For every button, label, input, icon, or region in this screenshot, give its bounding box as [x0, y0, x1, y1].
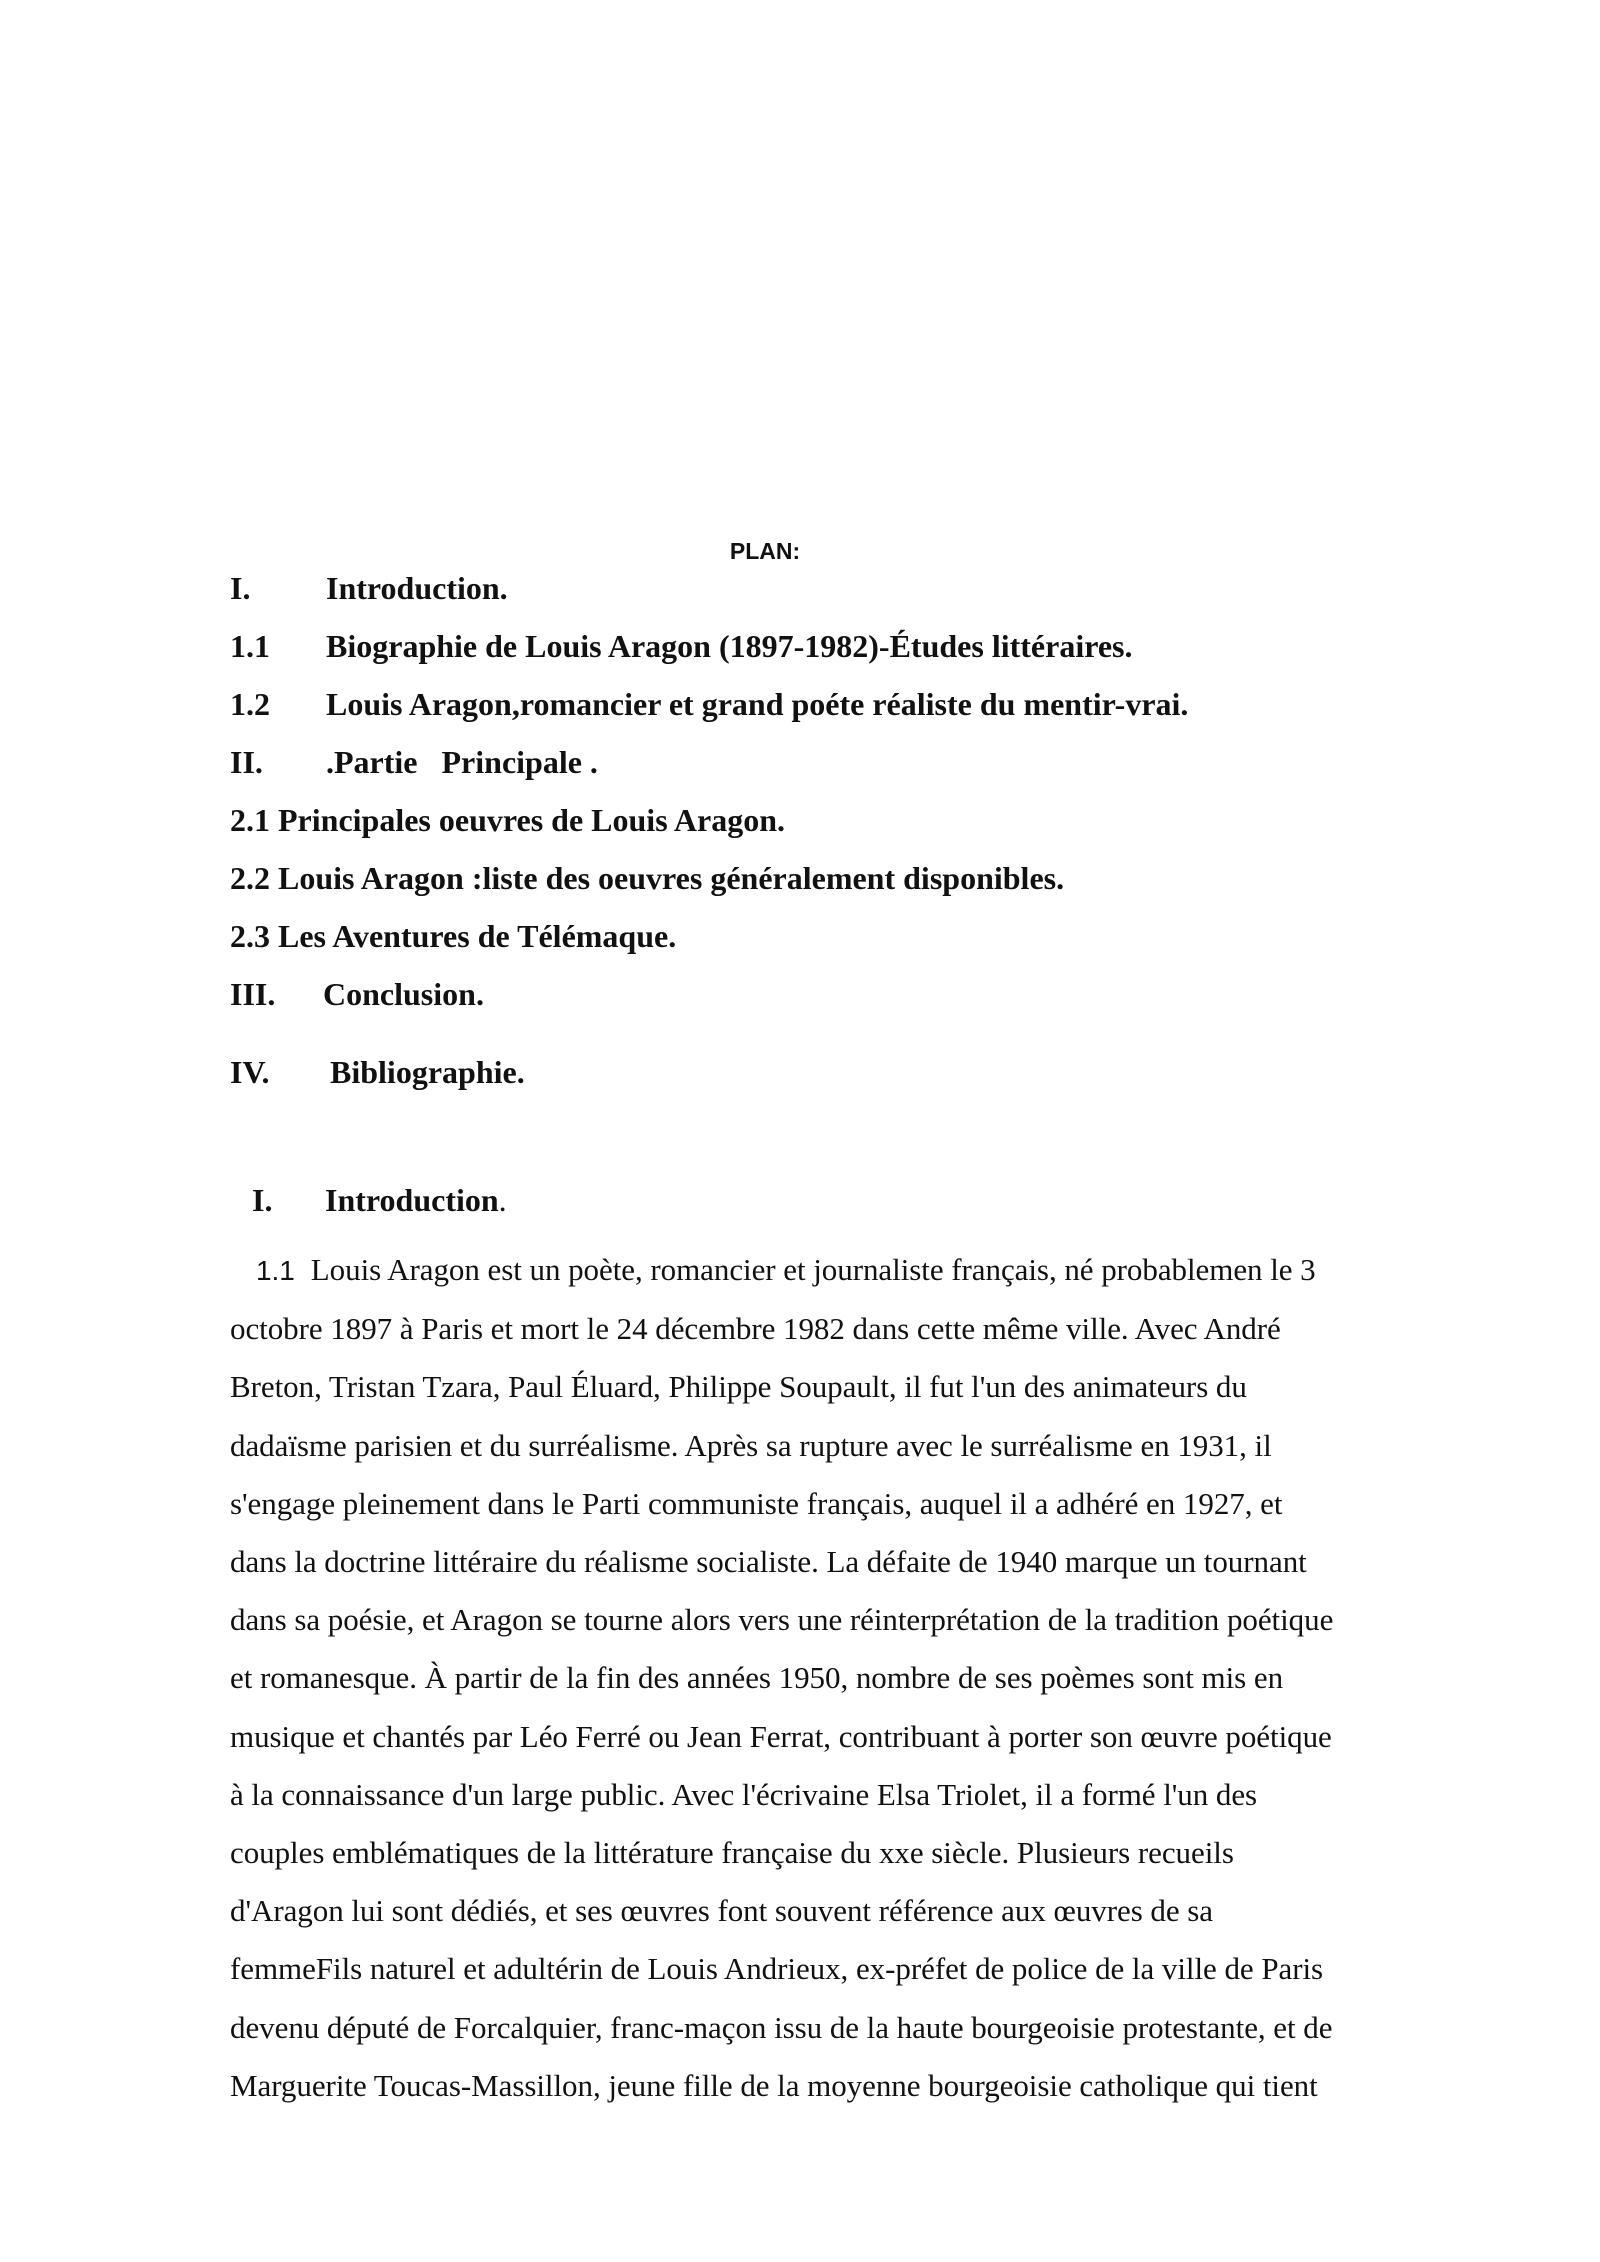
paragraph-line: Marguerite Toucas-Massillon, jeune fille de la moyenne bourgeoisie catholique qui tient	[230, 2067, 1318, 2103]
paragraph-line: Breton, Tristan Tzara, Paul Éluard, Philippe Soupault, il fut l'un des animateurs du	[230, 1369, 1247, 1405]
toc-item	[230, 742, 598, 782]
toc-item	[230, 684, 1188, 724]
toc-item-text: 2.3 Les Aventures de Télémaque.	[230, 918, 677, 954]
paragraph-line-text: Louis Aragon est un poète, romancier et journaliste français, né probablemen le 3	[310, 1252, 1316, 1287]
toc-item-text: 2.2 Louis Aragon :liste des oeuvres généralement disponibles.	[230, 860, 1065, 896]
toc-item-number: II.	[230, 744, 263, 780]
toc-item-text: Biographie de Louis Aragon (1897-1982)-Études littéraires.	[326, 628, 1133, 664]
paragraph-line: dans sa poésie, et Aragon se tourne alors vers une réinterprétation de la tradition poétique	[230, 1602, 1334, 1638]
toc-item-text: .Partie Principale .	[326, 744, 598, 780]
toc-item-text: 2.1 Principales oeuvres de Louis Aragon.	[230, 802, 785, 838]
toc-item-number: III.	[230, 976, 276, 1012]
toc-item	[230, 1052, 525, 1092]
paragraph-line: d'Aragon lui sont dédiés, et ses œuvres font souvent référence aux œuvres de sa	[230, 1893, 1214, 1929]
toc-item	[230, 568, 508, 608]
section-title-period: .	[498, 1182, 507, 1218]
toc-item-text: Introduction.	[326, 570, 508, 606]
toc-item-text: Bibliographie.	[330, 1054, 525, 1090]
toc-item-number: IV.	[230, 1054, 270, 1090]
paragraph-line: devenu député de Forcalquier, franc-maçon issu de la haute bourgeoisie protestante, et de	[230, 2009, 1333, 2045]
section-number: I.	[252, 1182, 273, 1218]
toc-item	[230, 858, 1064, 898]
toc-item-number: I.	[230, 570, 251, 606]
toc-item-text: Louis Aragon,romancier et grand poéte réaliste du mentir-vrai.	[326, 686, 1189, 722]
paragraph-line: femmeFils naturel et adultérin de Louis Andrieux, ex-préfet de police de la ville de Paris	[230, 1951, 1324, 1987]
paragraph-line: couples emblématiques de la littérature française du xxe siècle. Plusieurs recueils	[230, 1835, 1234, 1871]
paragraph-line: dans la doctrine littéraire du réalisme socialiste. La défaite de 1940 marque un tournant	[230, 1544, 1307, 1580]
toc-item	[230, 800, 785, 840]
plan-title: PLAN:	[729, 538, 801, 564]
paragraph-line: s'engage pleinement dans le Parti communiste français, auquel il a adhéré en 1927, et	[230, 1485, 1283, 1521]
body-paragraph	[230, 1241, 1540, 2115]
toc-item	[230, 974, 484, 1014]
paragraph-line: musique et chantés par Léo Ferré ou Jean Ferrat, contribuant à porter son œuvre poétique	[230, 1718, 1332, 1754]
paragraph-line: à la connaissance d'un large public. Avec l'écrivaine Elsa Triolet, il a formé l'un des	[230, 1776, 1258, 1812]
paragraph-line: octobre 1897 à Paris et mort le 24 décembre 1982 dans cette même ville. Avec André	[230, 1311, 1281, 1347]
toc-item	[230, 916, 676, 956]
toc-item-number: 1.2	[230, 686, 270, 722]
toc-item	[230, 626, 1133, 666]
paragraph-line	[230, 1241, 1540, 1300]
paragraph-number: 1.1	[256, 1255, 295, 1286]
toc-item-text: Conclusion.	[323, 976, 484, 1012]
section-title: Introduction	[325, 1182, 499, 1218]
paragraph-line: et romanesque. À partir de la fin des années 1950, nombre de ses poèmes sont mis en	[230, 1660, 1284, 1696]
paragraph-line: dadaïsme parisien et du surréalisme. Après sa rupture avec le surréalisme en 1931, il	[230, 1427, 1272, 1463]
toc-item-number: 1.1	[230, 628, 270, 664]
section-heading	[252, 1182, 507, 1219]
